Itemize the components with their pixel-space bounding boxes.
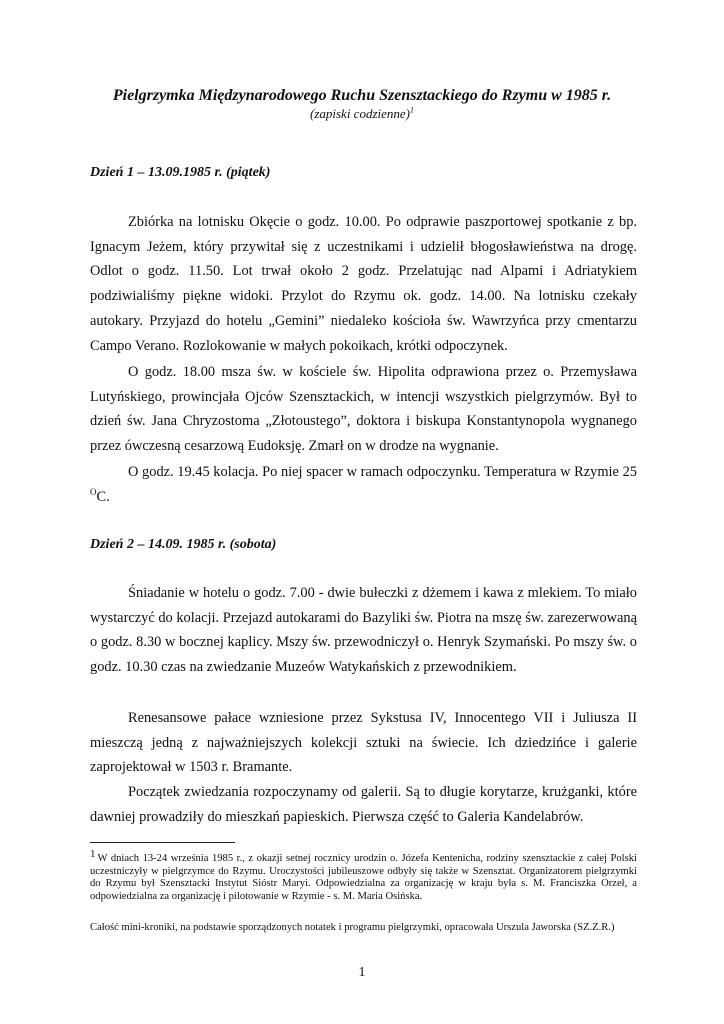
document-title: Pielgrzymka Międzynarodowego Ruchu Szensztackiego do Rzymu w 1985 r.: [112, 87, 612, 104]
footnote-1-text: W dniach 13-24 września 1985 r., z okazji setnej rocznicy urodzin o. Józefa Kentenicha, rodziny szensztackie z całej Polski uczestniczyły w pielgrzymce do Rzymu. Uroczystości jubileuszowe odbyły się także w Szensztat. Organizatorem pielgrzymki do Rzymu był Szensztacki Instytut Sióstr Maryi. Odpowiedzialna za organizację w kraju była s. M. Franciszka Orzeł, a odpowiedzialna za organizację i pilotowanie w Rzymie - s. M. Maria Osińska.: [90, 853, 637, 902]
page-number: 1: [358, 965, 366, 980]
day-1-paragraph-1: Zbiórka na lotnisku Okęcie o godz. 10.00. Po odprawie paszportowej spotkanie z bp. Ignacym Jeżem, który przywitał się z uczestnikami i udzielił błogosławieństwa na drogę. Odlot o godz. 11.50. Lot trwał około 2 godz. Przelatując nad Alpami i Adriatykiem podziwialiśmy piękne widoki. Przylot do Rzymu ok. godz. 14.00. Na lotnisku czekały autokary. Przyjazd do hotelu „Gemini” niedaleko kościoła św. Wawrzyńca przy cmentarzu Campo Verano. Rozlokowanie w małych pokoikach, krótki odpoczynek.: [90, 214, 637, 354]
day-1-paragraph-2: O godz. 18.00 msza św. w kościele św. Hipolita odprawiona przez o. Przemysława Lutyńskiego, prowincjała Ojców Szensztackich, w intencji wszystkich pielgrzymów. Był to dzień św. Jana Chryzostoma „Złotoustego”, doktora i biskupa Konstantynopola wygnanego przez ówczesną cesarzową Eudoksję. Zmarł on w drodze na wygnanie.: [90, 364, 637, 455]
footnote-reference: 1: [410, 105, 414, 115]
footnote-credit: Całość mini-kroniki, na podstawie sporządzonych notatek i programu pielgrzymki, opracowała Urszula Jaworska (SZ.Z.R.): [90, 922, 615, 933]
footnote-mark: 1: [90, 848, 96, 860]
temperature-unit: C.: [96, 488, 110, 505]
day-2-heading: Dzień 2 – 14.09. 1985 r. (sobota): [90, 537, 277, 552]
subtitle-text: (zapiski codzienne): [309, 106, 410, 121]
day-2-paragraph-2: Renesansowe pałace wzniesione przez Sykstusa IV, Innocentego VII i Juliusza II mieszczą jedną z najważniejszych kolekcji sztuki na świecie. Ich dziedzińce i galerie zaprojektował w 1503 r. Bramante.: [90, 710, 637, 776]
footnote-separator: [90, 842, 235, 843]
degree-mark: O: [90, 486, 97, 497]
day-2-paragraph-3: Początek zwiedzania rozpoczynamy od galerii. Są to długie korytarze, krużganki, które dawniej prowadziły do mieszkań papieskich. Pierwsza część to Galeria Kandelabrów.: [90, 784, 637, 825]
day-2-paragraph-1: Śniadanie w hotelu o godz. 7.00 - dwie bułeczki z dżemem i kawa z mlekiem. To miało wystarczyć do kolacji. Przejazd autokarami do Bazyliki św. Piotra na mszę św. zarezerwowaną o godz. 8.30 w bocznej kaplicy. Mszy św. przewodniczył o. Henryk Szymański. Po mszy św. o godz. 10.30 czas na zwiedzanie Muzeów Watykańskich z przewodnikiem.: [90, 585, 637, 676]
document-subtitle: [60, 106, 664, 122]
day-1-paragraph-3: [90, 460, 637, 509]
day-1-heading: Dzień 1 – 13.09.1985 r. (piątek): [90, 165, 271, 180]
footnote-1: [90, 848, 637, 903]
temperature-text: O godz. 19.45 kolacja. Po niej spacer w ramach odpoczynku. Temperatura w Rzymie 25: [128, 464, 637, 480]
